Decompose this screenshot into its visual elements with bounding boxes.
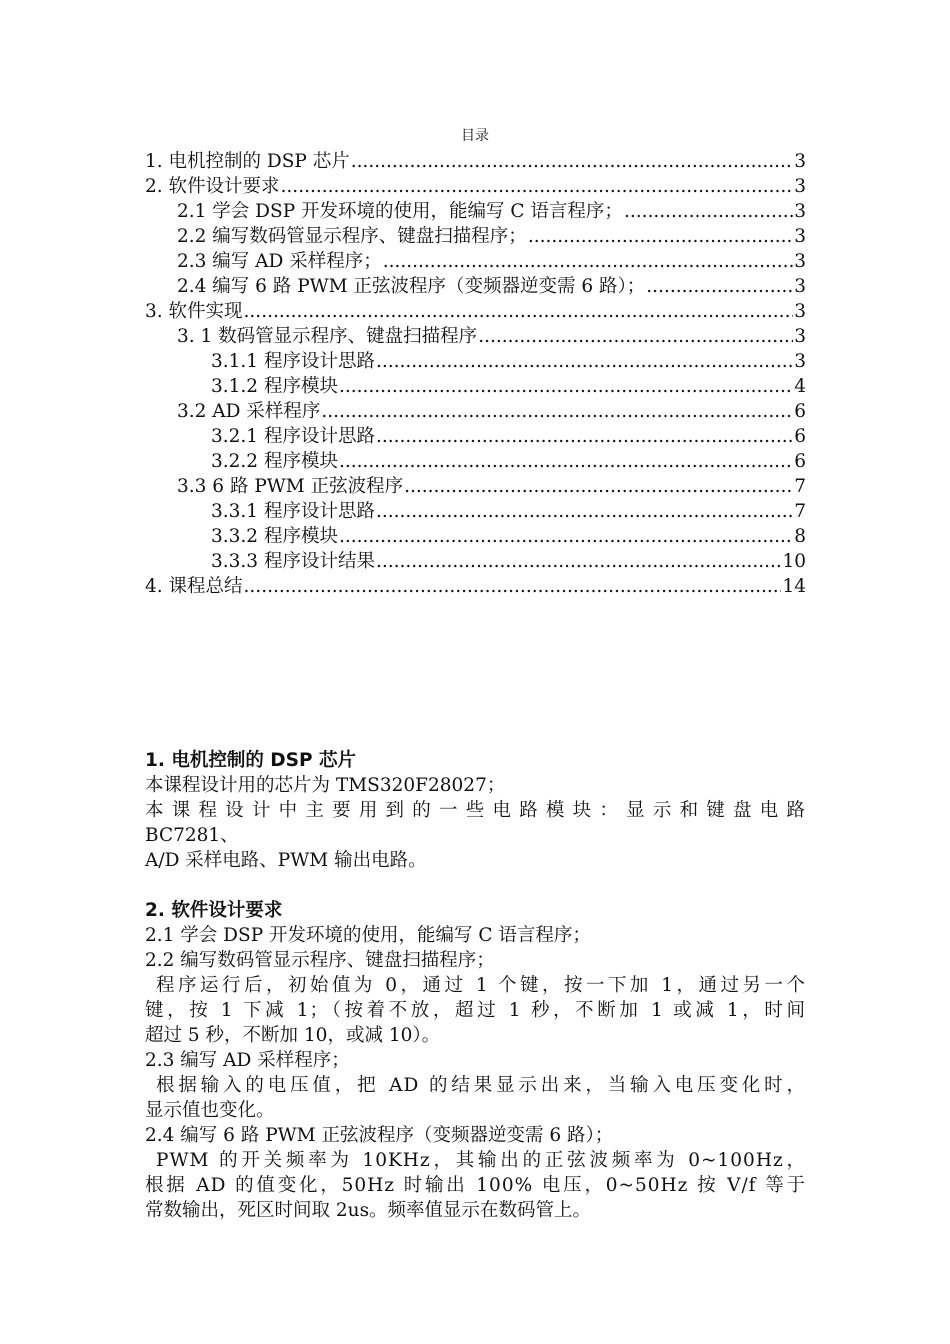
toc-leader-dots [244, 574, 782, 599]
toc-entry-text: 2.1 学会 DSP 开发环境的使用，能编写 C 语言程序； [177, 201, 623, 222]
toc-page-number: 3 [794, 176, 806, 197]
section-1-paragraph: A/D 采样电路、PWM 输出电路。 [145, 850, 427, 871]
toc-leader-dots [244, 299, 794, 324]
toc-entry-text: 3.1.2 程序模块 [211, 376, 338, 397]
document-body [145, 748, 806, 1223]
toc-entry[interactable] [145, 149, 806, 174]
toc-page-number: 7 [794, 476, 806, 497]
toc-entry-text: 3.3.2 程序模块 [211, 526, 338, 547]
requirement-description: 根据 AD 的值变化，50Hz 时输出 100% 电压，0~50Hz 按 V/f 等于 [145, 1175, 806, 1196]
toc-entry-text: 3. 1 数码管显示程序、键盘扫描程序 [177, 326, 478, 347]
toc-entry-text: 3.3.3 程序设计结果 [211, 551, 375, 572]
toc-leader-dots [376, 349, 793, 374]
requirement-item: 2.4 编写 6 路 PWM 正弦波程序（变频器逆变需 6 路）； [145, 1125, 614, 1146]
section-1-heading: 1. 电机控制的 DSP 芯片 [145, 750, 356, 771]
toc-entry-text: 4. 课程总结 [145, 576, 243, 597]
toc-page-number: 6 [794, 451, 806, 472]
paragraph-gap [145, 873, 806, 898]
requirement-item: 2.2 编写数码管显示程序、键盘扫描程序； [145, 950, 495, 971]
toc-title: 目录 [461, 128, 489, 144]
toc-page-number: 3 [794, 326, 806, 347]
section-1-paragraph: BC7281、 [145, 825, 239, 846]
toc-page-number: 7 [794, 501, 806, 522]
toc-entry[interactable] [145, 574, 806, 599]
toc-page-number: 3 [794, 151, 806, 172]
toc-page-number: 3 [794, 301, 806, 322]
toc-entry[interactable] [145, 424, 806, 449]
toc-entry-text: 3.3.1 程序设计思路 [211, 501, 375, 522]
toc-entry-text: 3.3 6 路 PWM 正弦波程序 [177, 476, 404, 497]
requirement-description: PWM 的开关频率为 10KHz，其输出的正弦波频率为 0~100Hz， [156, 1150, 806, 1171]
toc-entry[interactable] [145, 374, 806, 399]
toc-entry[interactable] [145, 474, 806, 499]
toc-entry-text: 2.4 编写 6 路 PWM 正弦波程序（变频器逆变需 6 路）； [177, 276, 646, 297]
requirement-description: 键，按 1 下减 1；（按着不放，超过 1 秒，不断加 1 或减 1，时间 [145, 1000, 806, 1021]
toc-entry[interactable] [145, 299, 806, 324]
toc-entry-text: 3.1.1 程序设计思路 [211, 351, 375, 372]
table-of-contents [145, 149, 806, 599]
toc-leader-dots [478, 324, 793, 349]
toc-entry-text: 2. 软件设计要求 [145, 176, 280, 197]
section-2-heading: 2. 软件设计要求 [145, 900, 283, 921]
toc-page-number: 3 [794, 226, 806, 247]
toc-page-number: 14 [782, 576, 806, 597]
toc-page-number: 8 [794, 526, 806, 547]
toc-leader-dots [339, 524, 793, 549]
toc-entry-text: 3.2.2 程序模块 [211, 451, 338, 472]
toc-leader-dots [351, 149, 793, 174]
toc-entry-text: 3.2 AD 采样程序 [177, 401, 321, 422]
requirement-item: 2.3 编写 AD 采样程序； [145, 1050, 350, 1071]
requirement-item: 2.1 学会 DSP 开发环境的使用，能编写 C 语言程序； [145, 925, 591, 946]
toc-entry[interactable] [145, 274, 806, 299]
toc-leader-dots [624, 199, 793, 224]
toc-page-number: 3 [794, 276, 806, 297]
toc-leader-dots [321, 399, 793, 424]
toc-entry-text: 2.3 编写 AD 采样程序； [177, 251, 382, 272]
toc-entry[interactable] [145, 349, 806, 374]
toc-entry-text: 3.2.1 程序设计思路 [211, 426, 375, 447]
requirement-description: 显示值也变化。 [145, 1100, 275, 1121]
requirement-description: 常数输出，死区时间取 2us。频率值显示在数码管上。 [145, 1200, 592, 1221]
toc-page-number: 3 [794, 351, 806, 372]
toc-leader-dots [339, 449, 793, 474]
toc-entry[interactable] [145, 224, 806, 249]
toc-leader-dots [281, 174, 794, 199]
toc-page-number: 3 [794, 251, 806, 272]
toc-page-number: 6 [794, 401, 806, 422]
toc-entry[interactable] [145, 499, 806, 524]
toc-leader-dots [376, 499, 793, 524]
toc-entry[interactable] [145, 524, 806, 549]
toc-page-number: 6 [794, 426, 806, 447]
toc-entry-text: 2.2 编写数码管显示程序、键盘扫描程序； [177, 226, 527, 247]
toc-page-number: 3 [794, 201, 806, 222]
toc-entry[interactable] [145, 199, 806, 224]
toc-page-number: 4 [794, 376, 806, 397]
toc-entry[interactable] [145, 174, 806, 199]
section-1-paragraph: 本课程设计中主要用到的一些电路模块：显示和键盘电路 [145, 800, 806, 821]
toc-entry[interactable] [145, 449, 806, 474]
toc-leader-dots [404, 474, 793, 499]
requirement-description: 程序运行后，初始值为 0，通过 1 个键，按一下加 1，通过另一个 [156, 975, 806, 996]
toc-leader-dots [646, 274, 793, 299]
toc-leader-dots [528, 224, 793, 249]
toc-entry-text: 1. 电机控制的 DSP 芯片 [145, 151, 350, 172]
toc-entry-text: 3. 软件实现 [145, 301, 243, 322]
toc-leader-dots [339, 374, 793, 399]
requirement-description: 根据输入的电压值，把 AD 的结果显示出来，当输入电压变化时， [156, 1075, 806, 1096]
toc-entry[interactable] [145, 549, 806, 574]
toc-entry[interactable] [145, 249, 806, 274]
toc-leader-dots [383, 249, 793, 274]
toc-leader-dots [376, 424, 793, 449]
section-1-paragraph: 本课程设计用的芯片为 TMS320F28027； [145, 775, 506, 796]
toc-page-number: 10 [782, 551, 806, 572]
requirement-description: 超过 5 秒，不断加 10，或减 10）。 [145, 1025, 441, 1046]
toc-entry[interactable] [145, 399, 806, 424]
toc-entry[interactable] [145, 324, 806, 349]
toc-leader-dots [376, 549, 781, 574]
